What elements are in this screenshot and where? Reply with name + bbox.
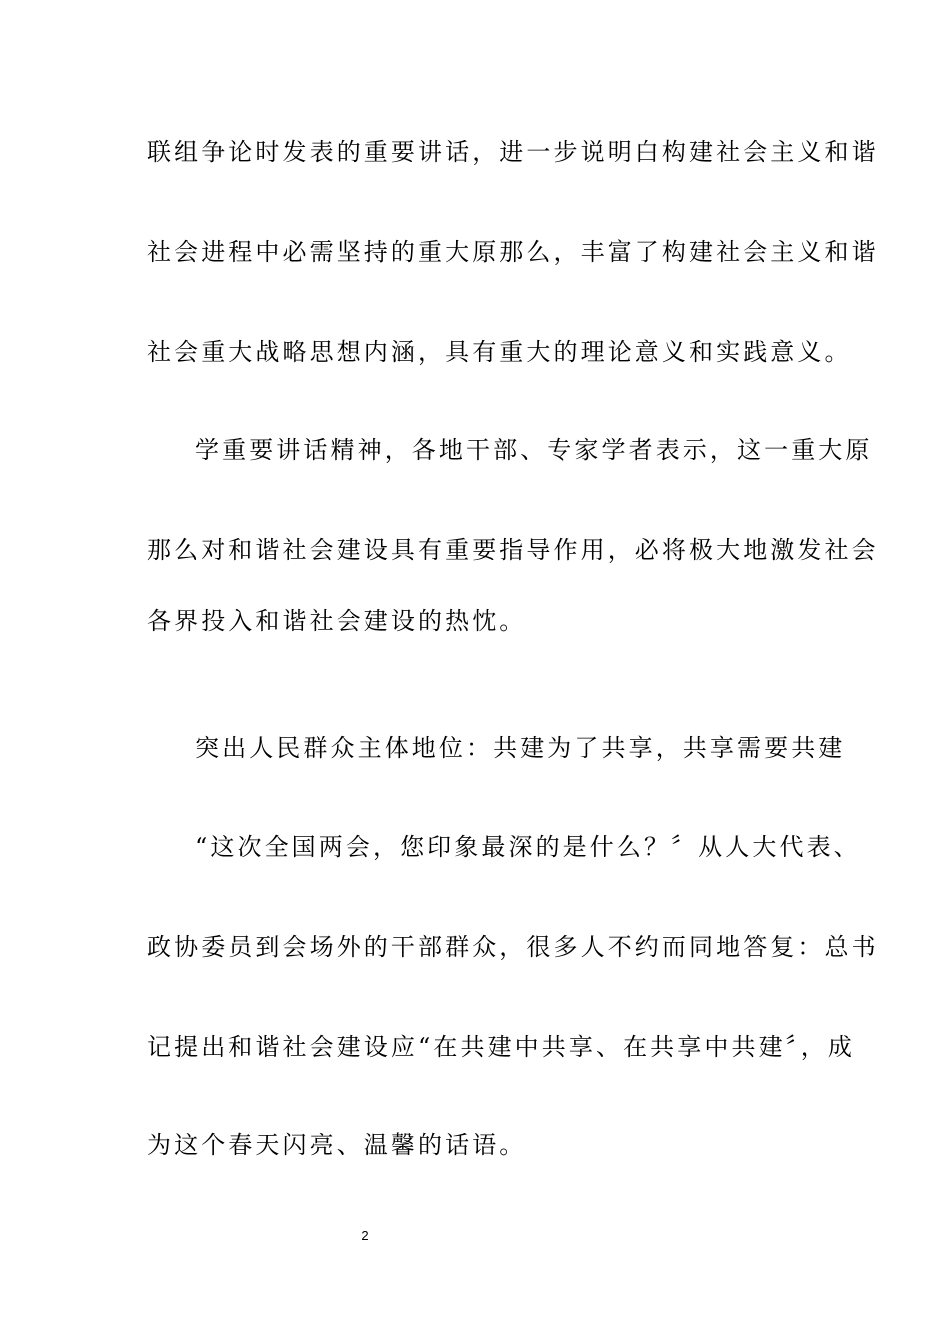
text-line: 社会重大战略思想内涵，具有重大的理论意义和实践意义。: [147, 338, 852, 366]
text-line: 社会进程中必需坚持的重大原那么，丰富了构建社会主义和谐: [147, 238, 879, 266]
text-line: 联组争论时发表的重要讲话，进一步说明白构建社会主义和谐: [147, 138, 879, 166]
text-line: 记提出和谐社会建设应“在共建中共享、在共享中共建〞，成: [147, 1033, 855, 1061]
text-line: 那么对和谐社会建设具有重要指导作用，必将极大地激发社会: [147, 536, 879, 564]
text-line: 为这个春天闪亮、温馨的话语。: [147, 1131, 527, 1159]
text-line: “这次全国两会，您印象最深的是什么？〞从人大代表、: [195, 833, 861, 861]
text-line: 学重要讲话精神，各地干部、专家学者表示，这一重大原: [195, 436, 873, 464]
text-line: 政协委员到会场外的干部群众，很多人不约而同地答复：总书: [147, 933, 879, 961]
page-number: 2: [361, 1228, 369, 1243]
text-line: 各界投入和谐社会建设的热忱。: [147, 607, 527, 635]
section-heading: 突出人民群众主体地位：共建为了共享，共享需要共建: [195, 734, 846, 762]
